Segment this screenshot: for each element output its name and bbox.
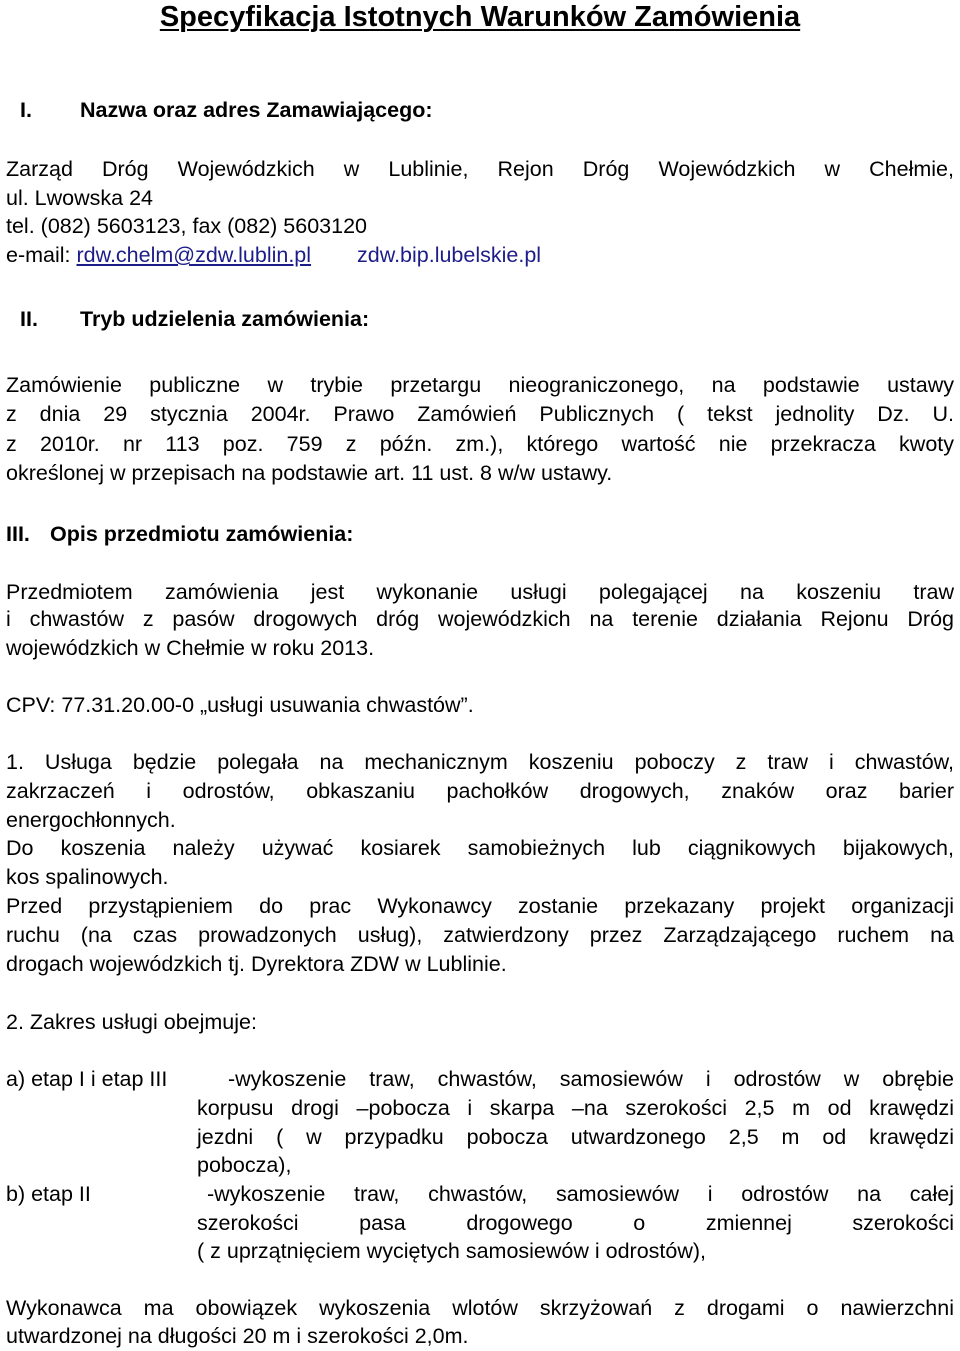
- item-a-line-2: korpusu drogi –pobocza i skarpa –na szerokości 2,5 m od krawędzi: [197, 1096, 954, 1120]
- section-3-heading: [6, 520, 954, 549]
- section-3-number: III.: [6, 522, 30, 546]
- email-label: e-mail:: [6, 243, 71, 267]
- document-title: Specyfikacja Istotnych Warunków Zamówienia: [159, 1, 801, 33]
- item-b-line-3: ( z uprzątnięciem wyciętych samosiewów i odrostów),: [197, 1239, 706, 1263]
- closing-line-2: utwardzonej na długości 20 m i szerokości 2,0m.: [6, 1324, 469, 1348]
- point-1-line-8: drogach wojewódzkich tj. Dyrektora ZDW w Lublinie.: [6, 952, 507, 976]
- mode-line-2: z dnia 29 stycznia 2004r. Prawo Zamówień Publicznych ( tekst jednolity Dz. U.: [6, 402, 954, 426]
- subject-line-2: i chwastów z pasów drogowych dróg wojewódzkich na terenie działania Rejonu Dróg: [6, 607, 954, 631]
- subject-line-3: wojewódzkich w Chełmie w roku 2013.: [6, 636, 375, 660]
- mode-line-1: Zamówienie publiczne w trybie przetargu nieograniczonego, na podstawie ustawy: [6, 373, 954, 397]
- address-line-1: Zarząd Dróg Wojewódzkich w Lublinie, Rejon Dróg Wojewódzkich w Chełmie,: [6, 157, 954, 181]
- section-1-number: I.: [20, 98, 32, 122]
- point-1-line-6: Przed przystąpieniem do prac Wykonawcy zostanie przekazany projekt organizacji: [6, 894, 954, 918]
- item-a-line-1: -wykoszenie traw, chwastów, samosiewów i odrostów w obrębie: [228, 1067, 954, 1091]
- email-link[interactable]: rdw.chelm@zdw.lublin.pl: [76, 243, 312, 267]
- item-a-label: a) etap I i etap III: [6, 1067, 168, 1091]
- subject-line-1: Przedmiotem zamówienia jest wykonanie usługi polegającej na koszeniu traw: [6, 580, 954, 604]
- closing-line-1: Wykonawca ma obowiązek wykoszenia wlotów skrzyżowań z drogami o nawierzchni: [6, 1296, 954, 1320]
- section-1-title: Nazwa oraz adres Zamawiającego:: [80, 98, 433, 122]
- section-3-title: Opis przedmiotu zamówienia:: [50, 522, 354, 546]
- section-1-heading: [20, 96, 954, 125]
- mode-line-4: określonej w przepisach na podstawie art. 11 ust. 8 w/w ustawy.: [6, 461, 613, 485]
- point-1-line-2: zakrzaczeń i odrostów, obkaszaniu pachołków drogowych, znaków oraz barier: [6, 779, 954, 803]
- phone-fax-line: tel. (082) 5603123, fax (082) 5603120: [6, 214, 367, 238]
- point-1-line-7: ruchu (na czas prowadzonych usług), zatwierdzony przez Zarządzającego ruchem na: [6, 923, 954, 947]
- cpv-code: CPV: 77.31.20.00-0 „usługi usuwania chwastów”.: [6, 693, 474, 717]
- item-b-line-1: -wykoszenie traw, chwastów, samosiewów i odrostów na całej: [207, 1182, 954, 1206]
- point-1-line-4: Do koszenia należy używać kosiarek samobieżnych lub ciągnikowych bijakowych,: [6, 836, 954, 860]
- point-1-line-5: kos spalinowych.: [6, 865, 169, 889]
- item-b-line-2: szerokości pasa drogowego o zmiennej szerokości: [197, 1211, 954, 1235]
- item-b-label: b) etap II: [6, 1182, 91, 1206]
- section-2-number: II.: [20, 307, 38, 331]
- point-1-line-1: 1. Usługa będzie polegała na mechanicznym koszeniu poboczy z traw i chwastów,: [6, 750, 954, 774]
- point-1-line-3: energochłonnych.: [6, 808, 176, 832]
- website-link[interactable]: zdw.bip.lubelskie.pl: [357, 243, 542, 267]
- item-a-line-3: jezdni ( w przypadku pobocza utwardzonego 2,5 m od krawędzi: [197, 1125, 954, 1149]
- item-a-line-4: pobocza),: [197, 1153, 292, 1177]
- address-line-2: ul. Lwowska 24: [6, 186, 153, 210]
- mode-line-3: z 2010r. nr 113 poz. 759 z późn. zm.), którego wartość nie przekracza kwoty: [6, 432, 954, 456]
- section-2-heading: [20, 305, 954, 334]
- section-2-title: Tryb udzielenia zamówienia:: [80, 307, 370, 331]
- point-2-heading: 2. Zakres usługi obejmuje:: [6, 1010, 257, 1034]
- contact-line: [6, 241, 954, 270]
